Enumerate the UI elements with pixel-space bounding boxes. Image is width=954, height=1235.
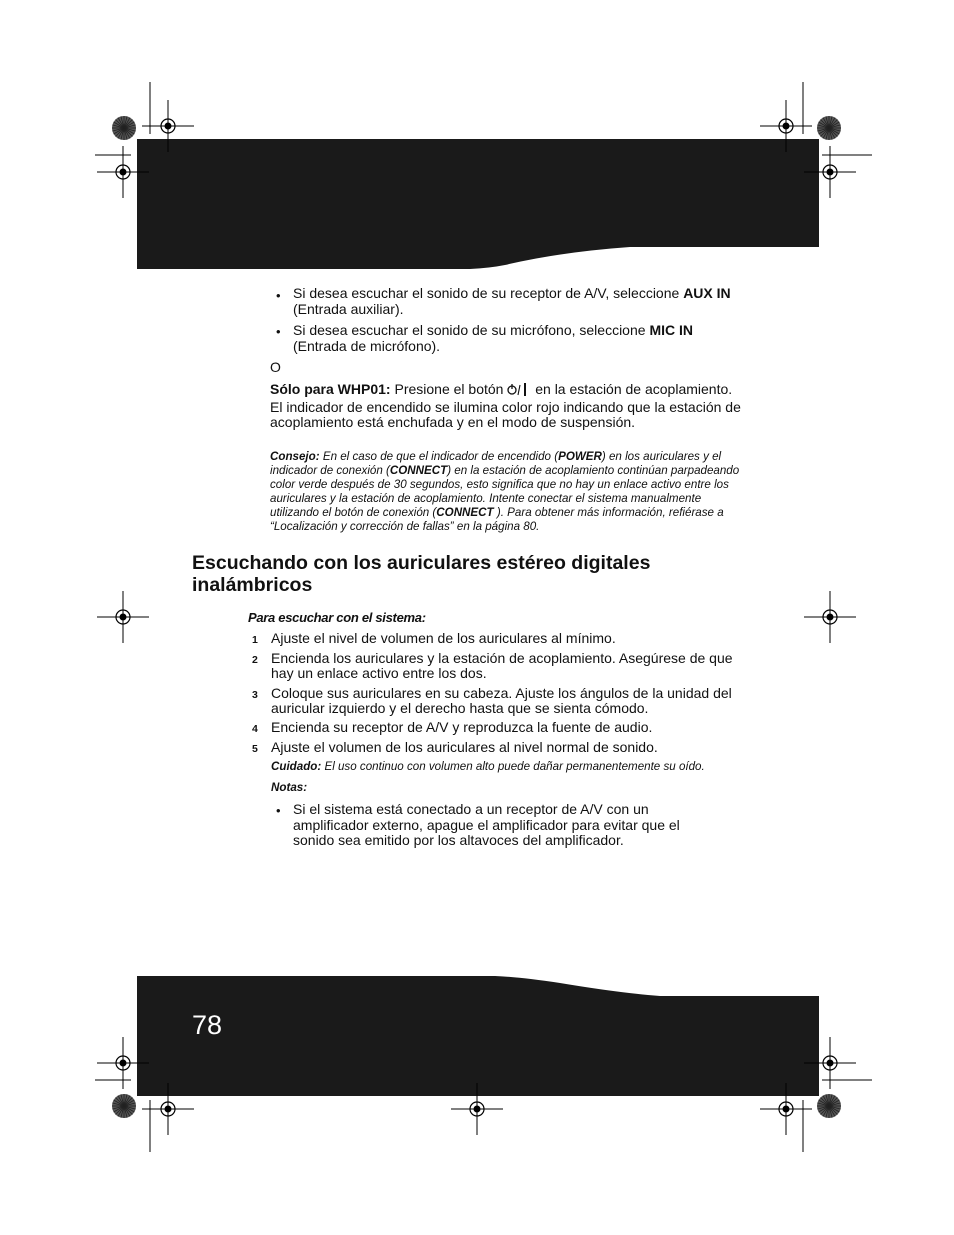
tip-bold: CONNECT	[436, 506, 494, 519]
caution-label: Cuidado:	[271, 760, 322, 773]
registration-mark	[783, 123, 790, 130]
registration-mark	[474, 1106, 481, 1113]
step-text: Coloque sus auriculares en su cabeza. Ajuste los ángulos de la unidad del auricular izquierdo y el derecho hasta que se sienta cómodo.	[271, 685, 732, 716]
step-number: 5	[252, 743, 258, 755]
bullet-glyph: •	[276, 288, 281, 303]
step-number: 4	[252, 723, 258, 735]
registration-mark	[120, 169, 127, 176]
bullet-text: Si desea escuchar el sonido de su micrófono, seleccione	[293, 322, 650, 338]
step-text: Encienda los auriculares y la estación de acoplamiento. Asegúrese de que hay un enlace activo entre los dos.	[271, 650, 733, 681]
whp01-paragraph	[270, 382, 745, 431]
bullet-glyph: •	[276, 803, 281, 818]
caution-note	[271, 760, 751, 773]
step-number: 3	[252, 689, 258, 701]
whp01-text: en la estación de acoplamiento. El indicador de encendido se ilumina color rojo indicando que la estación de acoplamiento está enchufada y en el modo de suspensión.	[270, 381, 741, 430]
tip-note	[270, 450, 745, 534]
procedure-heading: Para escuchar con el sistema:	[248, 610, 426, 625]
section-title: Escuchando con los auriculares estéreo digitales inalámbricos	[192, 552, 651, 596]
registration-mark	[783, 1106, 790, 1113]
header-band	[137, 139, 819, 269]
footer-band	[137, 976, 819, 1096]
tip-label: Consejo:	[270, 450, 320, 463]
whp01-label: Sólo para WHP01:	[270, 381, 391, 397]
step-text: Ajuste el nivel de volumen de los auriculares al mínimo.	[271, 630, 616, 646]
tip-bold: POWER	[558, 450, 602, 463]
step-text: Encienda su receptor de A/V y reproduzca la fuente de audio.	[271, 719, 653, 735]
registration-mark	[165, 123, 172, 130]
bullet-text: (Entrada de micrófono).	[293, 337, 441, 354]
step-text: Ajuste el volumen de los auriculares al nivel normal de sonido.	[271, 739, 658, 755]
bullet-bold: AUX IN	[683, 285, 731, 301]
tip-text: ) en los auriculares y el indicador de conexión (	[270, 450, 722, 477]
tip-text: ). Para obtener más información, refiérase a “Localización y corrección de fallas” en la página 80.	[270, 506, 724, 533]
registration-mark	[165, 1106, 172, 1113]
registration-mark	[827, 614, 834, 621]
tip-text: ) en la estación de acoplamiento continúan parpadeando color verde después de 30 segundos, esto significa que no hay un enlace activo entre los auriculares y la estación de acoplamiento. Intente conectar el sistema manualmente utilizando el botón de conexión (	[270, 464, 740, 519]
power-icon	[507, 382, 531, 400]
page-number: 78	[192, 1010, 223, 1040]
tip-text: En el caso de que el indicador de encendido (	[319, 450, 559, 463]
registration-mark	[827, 169, 834, 176]
caution-text: El uso continuo con volumen alto puede dañar permanentemente su oído.	[321, 760, 705, 773]
bullet-mic-in	[293, 323, 748, 354]
or-text: O	[270, 359, 281, 375]
registration-mark	[120, 1060, 127, 1067]
bullet-bold: MIC IN	[649, 322, 693, 338]
bullet-glyph: •	[276, 324, 281, 339]
step-number: 1	[252, 634, 258, 646]
note-item: Si el sistema está conectado a un receptor de A/V con un amplificador externo, apague el amplificador para evitar que el sonido sea emitido por los altavoces del amplificador.	[293, 801, 680, 848]
registration-mark	[120, 614, 127, 621]
bullet-text: (Entrada auxiliar).	[293, 300, 404, 317]
bullet-aux-in	[293, 286, 748, 317]
notes-label: Notas:	[271, 781, 308, 794]
tip-bold: CONNECT	[389, 464, 448, 477]
bullet-text: Si desea escuchar el sonido de su receptor de A/V, seleccione	[293, 285, 684, 301]
step-number: 2	[252, 654, 258, 666]
registration-mark	[827, 1060, 834, 1067]
whp01-text: Presione el botón	[390, 381, 508, 397]
